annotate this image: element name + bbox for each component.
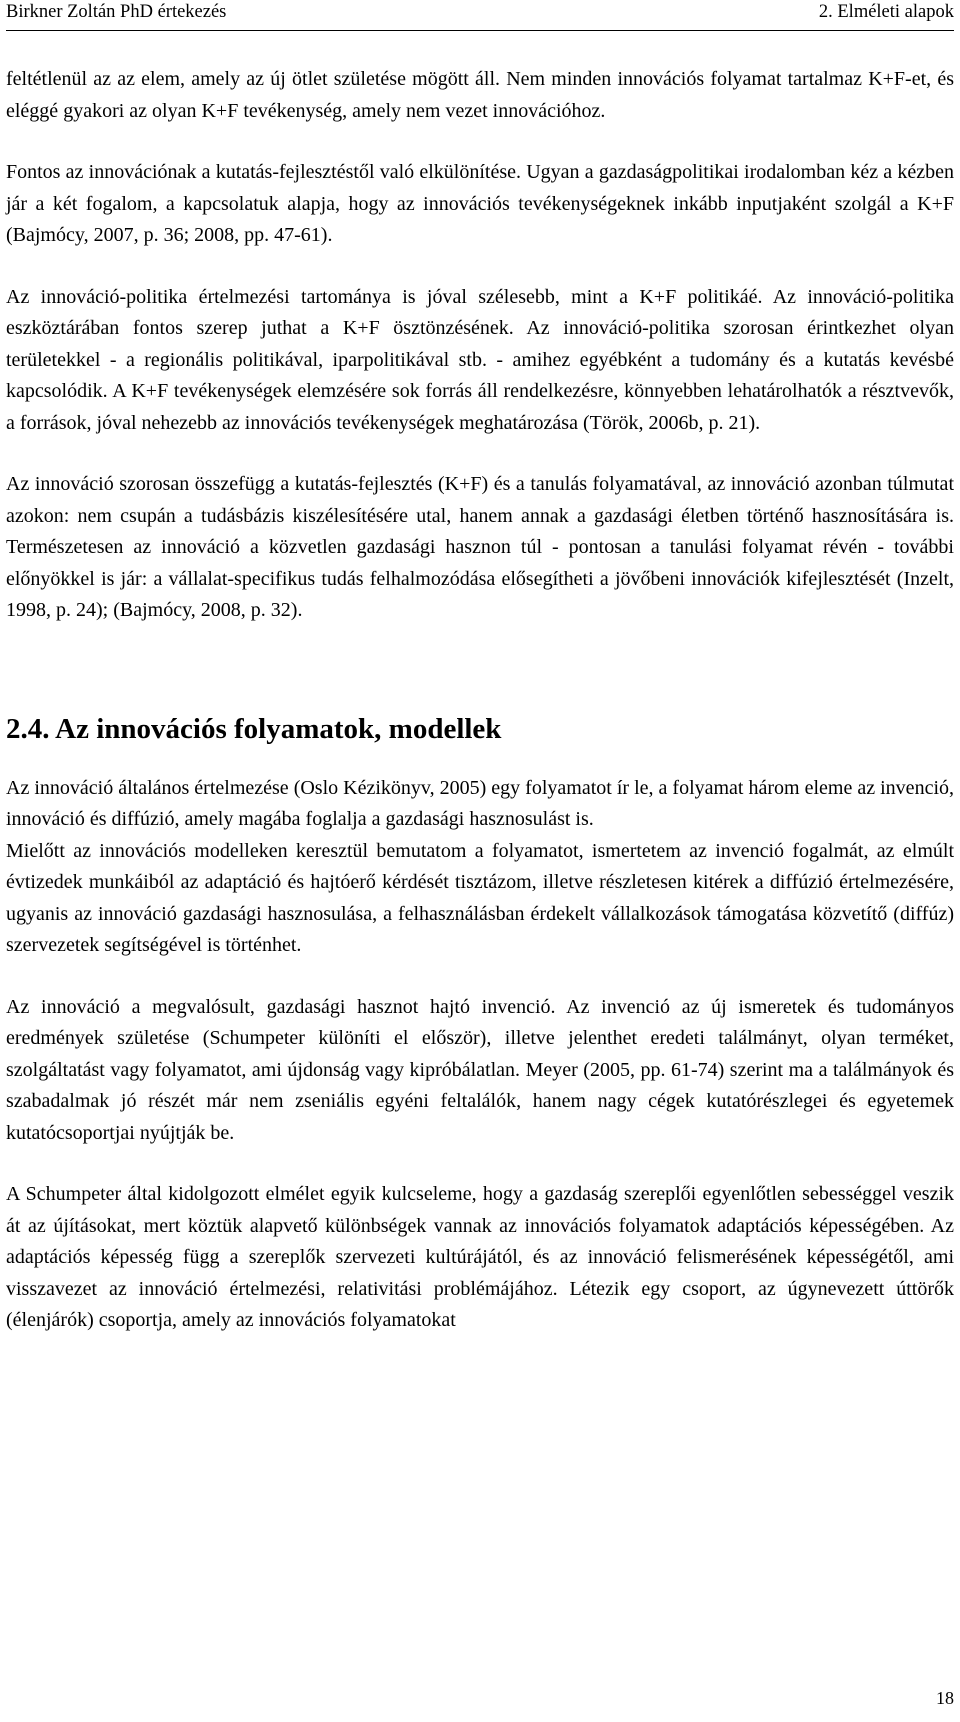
paragraph: Az innováció szorosan összefügg a kutatás-fejlesztés (K+F) és a tanulás folyamatával, az innováció azonban túlmutat azokon: nem csupán a tudásbázis kiszélesítésére utal, hanem annak a gazdasági életben történő hasznosítására is. Természetesen az innováció a közvetlen gazdasági hasznon túl - pontosan a tanulási folyamat révén - további előnyökkel is jár: a vállalat-specifikus tudás felhalmozódása elősegítheti a jövőbeni innovációk kifejlesztését (Inzelt, 1998, p. 24); (Bajmócy, 2008, p. 32). [6, 473, 954, 621]
paragraph: feltétlenül az az elem, amely az új ötlet születése mögött áll. Nem minden innovációs folyamat tartalmaz K+F-et, és eléggé gyakori az olyan K+F tevékenység, amely nem vezet innovációhoz. [6, 68, 954, 122]
page-header [6, 0, 954, 31]
page-number: 18 [936, 1688, 954, 1708]
paragraph: Az innováció általános értelmezése (Oslo Kézikönyv, 2005) egy folyamatot ír le, a folyamat három eleme az invenció, innováció és diffúzió, amely magába foglalja a gazdasági hasznosulást is. [6, 776, 954, 830]
paragraph: A Schumpeter által kidolgozott elmélet egyik kulcseleme, hogy a gazdaság szereplői egyenlőtlen sebességgel veszik át az újításokat, mert köztük alapvető különbségek vannak az innovációs folyamatok adaptációs képességében. Az adaptációs képesség függ a szereplők szervezeti kultúrájától, és az innováció felismerésének képességétől, ami visszavezet az innováció értelmezési, relativitási problémájához. Létezik egy csoport, az úgynevezett úttörők (élenjárók) csoportja, amely az innovációs folyamatokat [6, 1183, 954, 1331]
paragraph: Mielőtt az innovációs modelleken keresztül bemutatom a folyamatot, ismertetem az invenció fogalmát, az elmúlt évtizedek munkáiból az adaptáció és hajtóerő kérdését tisztázom, illetve részletesen kitérek a diffúzió értelmezésére, ugyanis az innováció gazdasági hasznosulása, a felhasználásban érdekelt vállalkozások támogatása közvetítő (diffúz) szervezetek segítségével is történhet. [6, 839, 954, 956]
paragraph: Az innováció-politika értelmezési tartománya is jóval szélesebb, mint a K+F politikáé. Az innováció-politika eszköztárában fontos szerep juthat a K+F ösztönzésének. Az innováció-politika szorosan érintkezhet olyan területekkel - a regionális politikával, iparpolitikával stb. - amihez egyébként a tudomány és a kutatás kevésbé kapcsolódik. A K+F tevékenységek elemzésére sok forrás áll rendelkezésre, könnyebben lehatárolhatók a résztvevők, a források, jóval nehezebb az innovációs tevékenységek meghatározása (Török, 2006b, p. 21). [6, 285, 954, 434]
header-chapter: 2. Elméleti alapok [818, 2, 954, 22]
paragraph: Fontos az innovációnak a kutatás-fejlesztéstől való elkülönítése. Ugyan a gazdaságpolitikai irodalomban kéz a kézben jár a két fogalom, a kapcsolatuk alapja, hogy az innovációs tevékenységeknek inkább inputjaként szolgál a K+F (Bajmócy, 2007, p. 36; 2008, pp. 47-61). [6, 161, 954, 246]
section-heading [6, 711, 954, 747]
section-title: Az innovációs folyamatok, modellek [55, 712, 502, 745]
header-author-title: Birkner Zoltán PhD értekezés [6, 2, 227, 22]
section-number: 2.4. [6, 712, 50, 745]
paragraph: Az innováció a megvalósult, gazdasági hasznot hajtó invenció. Az invenció az új ismeretek és tudományos eredmények születése (Schumpeter különíti el először), illetve jelenthet eredeti találmányt, olyan terméket, szolgáltatást vagy folyamatot, ami újdonság vagy kipróbálatlan. Meyer (2005, pp. 61-74) szerint ma a találmányok és szabadalmak jó részét már nem zseniális egyéni feltalálók, hanem nagy cégek kutatórészlegei és egyetemek kutatócsoportjai nyújtják be. [6, 995, 954, 1144]
page-body [6, 64, 954, 1337]
